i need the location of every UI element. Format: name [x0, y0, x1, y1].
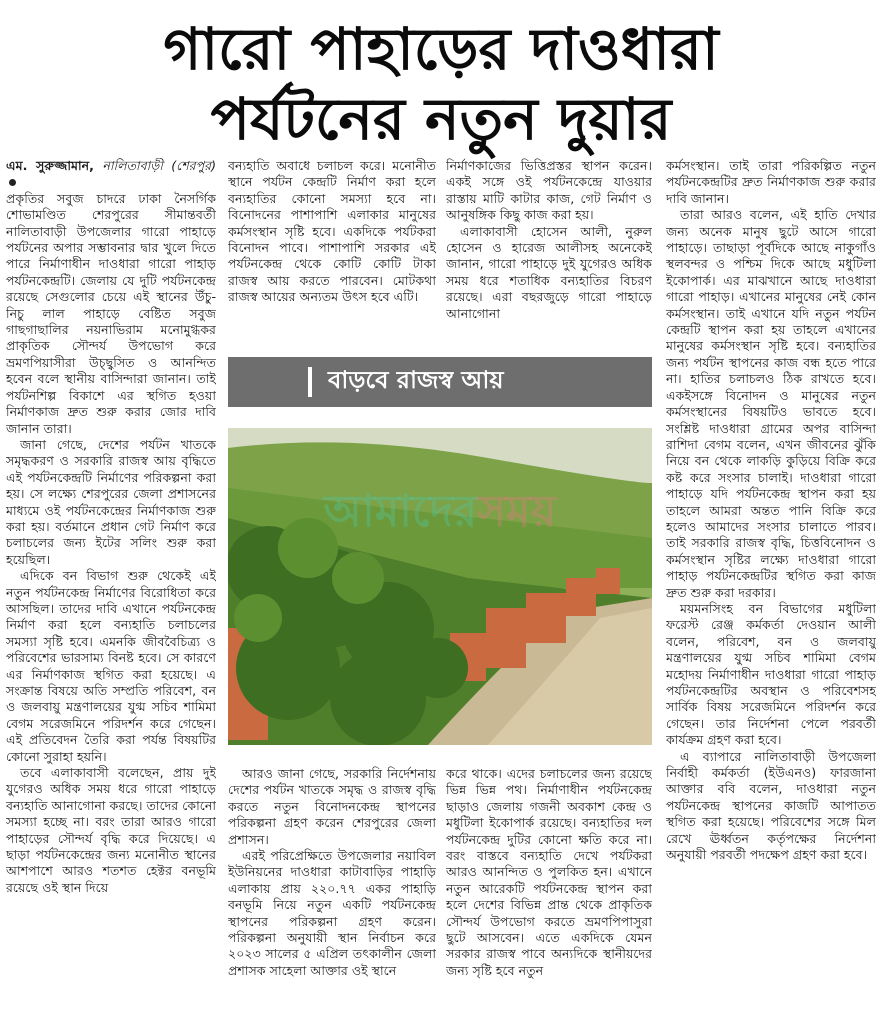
- article-column-2-top: [228, 158, 436, 344]
- accent-bar: [308, 367, 312, 397]
- article-column-1: [6, 158, 216, 1024]
- paragraph: তারা আরও বলেন, এই হাতি দেখার জন্য অনেক মানুষ ছুটে আসে গারো পাহাড়ে। তাছাড়া পূর্বদিকে আছে নাকুগাঁও স্থলবন্দর ও পশ্চিম দিকে আছে মধুটিলা ইকোপার্ক। এর মাঝখানে আছে দাওধারা গারো পাহাড়। এখানের মানুষের নেই কোন কর্মসংস্থান। তাই এখানে যদি নতুন পর্যটন কেন্দ্রটি স্থাপন করা হয় তাহলে এখানের মানুষের কর্মসংস্থান সৃষ্টি হবে। বন্যহাতির জন্য পর্যটন স্থাপনের কাজ বন্ধ হতে পারে না। হাতির চলাচলও ঠিক রাখতে হবে। একইসঙ্গে বিনোদন ও মানুষের নতুন কর্মসংস্থানের বিষয়টিও ভাবতে হবে। সংশ্লিষ্ট দাওধারা গ্রামের অপর বাসিন্দা রাশিদা বেগম বলেন, এখন জীবনের ঝুঁকি নিয়ে বন থেকে লাকড়ি কুড়িয়ে বিক্রি করে কষ্ট করে সংসার চালাই। দাওধারা গারো পাহাড়ে যদি পর্যটনকেন্দ্র স্থাপন করা হয় তাহলে আমরা অন্তত পানি বিক্রি করে হলেও আমাদের সংসার চালাতে পারব। তাই সরকারি রাজস্ব বৃদ্ধি, চিত্তবিনোদন ও কর্মসংস্থান সৃষ্টির লক্ষ্যে দাওধারা গারো পাহাড় পর্যটনকেন্দ্রটির স্থগিত করা কাজ দ্রুত শুরু করা দরকার।: [666, 207, 876, 600]
- headline-line-1: গারো পাহাড়ের দাওধারা: [163, 15, 719, 83]
- article-column-2-bottom: [228, 766, 436, 1024]
- paragraph: ময়মনসিংহ বন বিভাগের মধুটিলা ফরেস্ট রেঞ্জ কর্মকর্তা দেওয়ান আলী বলেন, পরিবেশ, বন ও জলবায়ু মন্ত্রণালয়ের যুগ্ম সচিব শামিমা বেগম মহোদয় নির্মাণাধীন দাওধারা গারো পাহাড় পর্যটনকেন্দ্রটির অবস্থান ও পরিবেশসহ সার্বিক বিষয় সরেজমিনে পরিদর্শন করে গেছেন। তার নির্দেশনা পেলে পরবর্তী কার্যক্রম গ্রহণ করা হবে।: [666, 600, 876, 748]
- paragraph: আরও জানা গেছে, সরকারি নির্দেশনায় দেশের পর্যটন খাতকে সমৃদ্ধ ও রাজস্ব বৃদ্ধি করতে নতুন বিনোদনকেন্দ্র স্থাপনের পরিকল্পনা গ্রহণ করেন শেরপুরের জেলা প্রশাসন।: [228, 766, 436, 847]
- paragraph: এ ব্যাপারে নালিতাবাড়ী উপজেলা নির্বাহী কর্মকর্তা (ইউএনও) ফারজানা আক্তার ববি বলেন, দাওধারা নতুন পর্যটনকেন্দ্র স্থাপনের কাজটি আপাতত স্থগিত করা হয়েছে। পরিবেশের সঙ্গে মিল রেখে ঊর্ধ্বতন কর্তৃপক্ষের নির্দেশনা অনুযায়ী পরবর্তী পদক্ষেপ গ্রহণ করা হবে।: [666, 748, 876, 863]
- paragraph: কর্মসংস্থান। তাই তারা পরিকল্পিত নতুন পর্যটনকেন্দ্রটির দ্রুত নির্মাণকাজ শুরু করার দাবি জানান।: [666, 158, 876, 206]
- watermark-part-1: আমাদের: [323, 486, 478, 537]
- article-column-3-top: [446, 158, 652, 344]
- paragraph: প্রকৃতির সবুজ চাদরে ঢাকা নৈসর্গিক শোভামণ্ডিত শেরপুরের সীমান্তবর্তী নালিতাবাড়ী উপজেলার গারো পাহাড়ে পর্যটনের অপার সম্ভাবনার দ্বার খুলে দিতে পারে নির্মাণাধীন দাওধারা গারো পাহাড় পর্যটনকেন্দ্রটি। জেলায় যে দুটি পর্যটনকেন্দ্র রয়েছে সেগুলোর চেয়ে এই স্থানের উঁচু-নিচু লাল পাহাড়ে বেষ্টিত সবুজ গাছগাছালির নয়নাভিরাম মনোমুগ্ধকর প্রাকৃতিক সৌন্দর্য উপভোগ করে ভ্রমণপিয়াসীরা উচ্ছ্বসিত ও আনন্দিত হবেন বলে স্থানীয় বাসিন্দারা জানান। তাই পর্যটনশিল্প বিকাশে এর স্থগিত হওয়া নির্মাণকাজ দ্রুত শুরু করার জোর দাবি জানান তারা।: [6, 190, 216, 436]
- headline-line-2: পর্যটনের নতুন দুয়ার: [210, 85, 672, 153]
- article-column-3-bottom: [446, 766, 652, 1024]
- paragraph: এদিকে বন বিভাগ শুরু থেকেই এই নতুন পর্যটনকেন্দ্র নির্মাণের বিরোধিতা করে আসছিল। তাদের দাবি এখানে পর্যটনকেন্দ্র নির্মাণ করা হলে বন্যহাতি চলাচলের সমস্যা সৃষ্টি হবে। এমনকি জীববৈচিত্র্য ও পরিবেশের ভারসাম্য বিনষ্ট হবে। সে কারণে এর নির্মাণকাজ স্থগিত করা হয়েছে। এ সংক্রান্ত বিষয়ে অতি সম্প্রতি পরিবেশ, বন ও জলবায়ু মন্ত্রণালয়ের যুগ্ম সচিব শামিমা বেগম সরেজমিনে পরিদর্শন করে গেছেন। এই প্রতিবেদন তৈরি করা পর্যন্ত বিষয়টির কোনো সুরাহা হয়নি।: [6, 568, 216, 764]
- byline-place: নালিতাবাড়ী (শেরপুর): [102, 158, 216, 173]
- article-photo: [228, 428, 652, 745]
- article-column-4: [666, 158, 876, 1024]
- byline: [6, 158, 216, 191]
- hill-path-with-bricks-image: [228, 428, 652, 745]
- paragraph: নির্মাণকাজের ভিত্তিপ্রস্তর স্থাপন করেন। একই সঙ্গে ওই পর্যটনকেন্দ্রে যাওয়ার রাস্তায় মাটি কাটার কাজ, গেট নির্মাণ ও আনুষঙ্গিক কিছু কাজ করা হয়।: [446, 158, 652, 223]
- paragraph: করে থাকে। এদের চলাচলের জন্য রয়েছে ভিন্ন ভিন্ন পথ। নির্মাণাধীন পর্যটনকেন্দ্র ছাড়াও জেলায় গজনী অবকাশ কেন্দ্র ও মধুটিলা ইকোপার্ক রয়েছে। বন্যহাতির দল পর্যটনকেন্দ্র দুটির কোনো ক্ষতি করে না। বরং বাস্তবে বন্যহাতি দেখে পর্যটকরা আরও আনন্দিত ও পুলকিত হন। এখানে নতুন আরেকটি পর্যটনকেন্দ্র স্থাপন করা হলে দেশের বিভিন্ন প্রান্ত থেকে প্রাকৃতিক সৌন্দর্য উপভোগ করতে ভ্রমণপিপাসুরা ছুটে আসবেন। এতে একদিকে যেমন সরকার রাজস্ব পাবে অন্যদিকে স্থানীয়দের জন্য সৃষ্টি হবে নতুন: [446, 766, 652, 978]
- paragraph: জানা গেছে, দেশের পর্যটন খাতকে সমৃদ্ধকরণ ও সরকারি রাজস্ব আয় বৃদ্ধিতে এই পর্যটনকেন্দ্রটি নির্মাণের পরিকল্পনা করা হয়। সে লক্ষ্যে শেরপুরের জেলা প্রশাসনের মাধ্যমে ওই পর্যটনকেন্দ্রের নির্মাণকাজ শুরু করা হয়। বর্তমানে প্রধান গেট নির্মাণ করে চলাচলের জন্য ইটের সলিং শুরু করা হয়েছিল।: [6, 436, 216, 567]
- paragraph: বন্যহাতি অবাধে চলাচল করে। মনোনীত স্থানে পর্যটন কেন্দ্রটি নির্মাণ করা হলে বন্যহাতির কোনো সমস্যা হবে না। বিনোদনের পাশাপাশি এলাকার মানুষের কর্মসংস্থান সৃষ্টি হবে। একদিকে পর্যটকরা বিনোদন পাবে। পাশাপাশি সরকার এই পর্যটনকেন্দ্র থেকে কোটি কোটি টাকা রাজস্ব আয় করতে পারবেন। মোটকথা রাজস্ব আয়ের অন্যতম উৎস হবে এটি।: [228, 158, 436, 305]
- subheading-text: বাড়বে রাজস্ব আয়: [328, 366, 504, 394]
- paragraph: তবে এলাকাবাসী বলেছেন, প্রায় দুই যুগেরও অধিক সময় ধরে গারো পাহাড়ে বন্যহাতি আনাগোনা করছে। তাদের কোনো সমস্যা হচ্ছে না। বরং তারা আরও গারো পাহাড়ের সৌন্দর্য বৃদ্ধি করে দিয়েছে। এ ছাড়া পর্যটনকেন্দ্রের জন্য মনোনীত স্থানের আশপাশে আরও শতশত হেক্টর বনভূমি রয়েছে ওই স্থান দিয়ে: [6, 765, 216, 895]
- byline-author: এম. সুরুজ্জামান,: [6, 158, 94, 173]
- subheading-banner: [228, 357, 652, 407]
- paragraph: এরই পরিপ্রেক্ষিতে উপজেলার নয়াবিল ইউনিয়নের দাওধারা কাটাবাড়ির পাহাড়ি এলাকায় প্রায় ২২০.৭৭ একর পাহাড়ি বনভূমি নিয়ে নতুন একটি পর্যটনকেন্দ্র স্থাপনের পরিকল্পনা গ্রহণ করেন। পরিকল্পনা অনুযায়ী স্থান নির্বাচন করে ২০২৩ সালের ৫ এপ্রিল তৎকালীন জেলা প্রশাসক সাহেলা আক্তার ওই স্থানে: [228, 848, 436, 978]
- paragraph: এলাকাবাসী হোসেন আলী, নুরুল হোসেন ও হারেজ আলীসহ অনেকেই জানান, গারো পাহাড়ে দুই যুগেরও অধিক সময় ধরে শতাধিক বন্যহাতির বিচরণ রয়েছে। এরা বছরজুড়ে গারো পাহাড়ে আনাগোনা: [446, 223, 652, 321]
- watermark-part-2: সময়: [477, 486, 557, 537]
- watermark: [228, 478, 652, 551]
- bullet-icon: [9, 179, 16, 186]
